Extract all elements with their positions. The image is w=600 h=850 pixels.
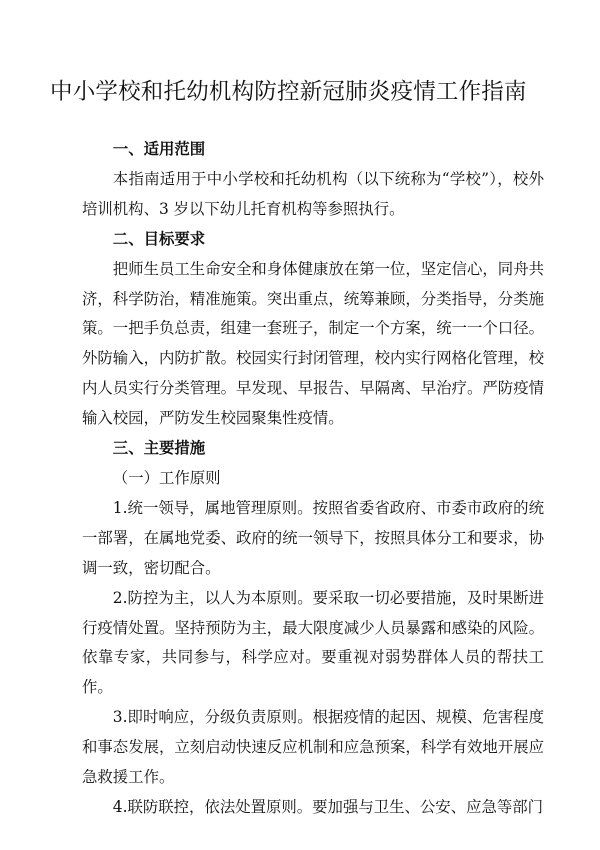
section-heading-measures: 三、主要措施	[112, 439, 206, 458]
principle-item: 4.联防联控，依法处置原则。要加强与卫生、公安、应急等部门	[112, 797, 544, 816]
principle-item: 1.统一领导，属地管理原则。按照省委省政府、市委市政府的统一部署，在属地党委、政府的统一领导下，按照具体分工和要求，协调一致，密切配合。	[82, 498, 544, 577]
section-heading-goals: 二、目标要求	[112, 229, 206, 248]
document-body	[82, 135, 544, 823]
section-paragraph-goals: 把师生员工生命安全和身体健康放在第一位，坚定信心，同舟共济，科学防治，精准施策。突出重点，统筹兼顾，分类指导，分类施策。一把手负总责，组建一套班子，制定一个方案，统一一个口径。外防输入，内防扩散。校园实行封闭管理，校内实行网格化管理，校内人员实行分类管理。早发现、早报告、早隔离、早治疗。严防疫情输入校园，严防发生校园聚集性疫情。	[82, 259, 544, 428]
subsection-heading-principles: （一）工作原则	[112, 468, 221, 487]
section-paragraph-scope: 本指南适用于中小学校和托幼机构（以下统称为“学校”），校外培训机构、3 岁以下幼儿托育机构等参照执行。	[82, 169, 544, 218]
section-heading-scope: 一、适用范围	[112, 140, 206, 158]
principle-item: 3.即时响应，分级负责原则。根据疫情的起因、规模、危害程度和事态发展，立刻启动快速反应机制和应急预案，科学有效地开展应急救援工作。	[82, 708, 544, 787]
principle-item: 2.防控为主，以人为本原则。要采取一切必要措施，及时果断进行疫情处置。坚持预防为主，最大限度减少人员暴露和感染的风险。依靠专家，共同参与，科学应对。要重视对弱势群体人员的帮扶工作。	[82, 588, 544, 697]
document-title: 中小学校和托幼机构防控新冠肺炎疫情工作指南	[50, 79, 527, 105]
